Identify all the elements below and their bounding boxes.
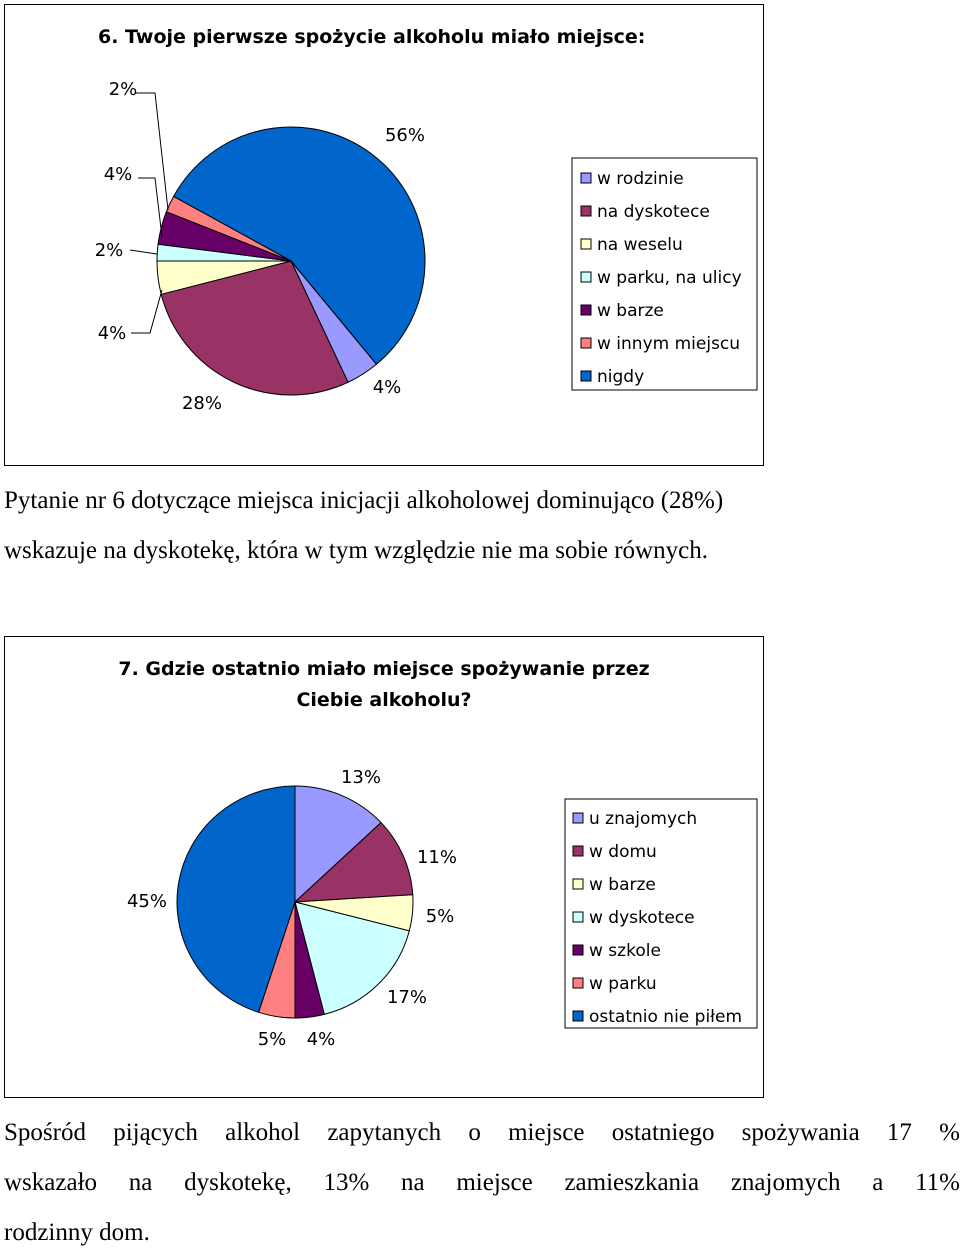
legend-label-w-dyskotece: w dyskotece [589, 908, 695, 928]
legend-label-w-parku-na-ulicy: w parku, na ulicy [597, 268, 742, 288]
data-label-nigdy: 56% [384, 125, 426, 146]
legend-swatch-w-barze [581, 305, 591, 315]
chart-1 [5, 5, 763, 465]
leader-line [130, 250, 157, 254]
legend-swatch-w-szkole [573, 945, 583, 955]
legend-label-w-barze: w barze [589, 875, 656, 895]
legend-swatch-w-domu [573, 846, 583, 856]
paragraph-2 [4, 1108, 960, 1258]
data-label-w-rodzinie: 4% [372, 377, 402, 398]
paragraph-2-line-1: Spośród pijących alkohol zapytanych o miejsce ostatniego spożywania 17 % [4, 1119, 960, 1146]
chart-2-legend [565, 799, 757, 1028]
data-label-w-parku: 5% [257, 1029, 287, 1050]
legend-swatch-nigdy [581, 371, 591, 381]
data-label-ostatnio-nie-pilem: 45% [126, 891, 168, 912]
data-label-na-dyskotece: 28% [181, 393, 223, 414]
chart-1-legend [572, 158, 757, 390]
chart-1-title: 6. Twoje pierwsze spożycie alkoholu miało miejsce: [98, 26, 646, 48]
chart-2-title-line-1: 7. Gdzie ostatnio miało miejsce spożywanie przez [118, 658, 650, 680]
chart-1-pie [157, 127, 425, 395]
legend-swatch-w-rodzinie [581, 173, 591, 183]
legend-label-u-znajomych: u znajomych [589, 809, 698, 829]
data-label-w-domu: 11% [416, 847, 458, 868]
legend-swatch-na-dyskotece [581, 206, 591, 216]
paragraph-2-line-2: wskazało na dyskotekę, 13% na miejsce zamieszkania znajomych a 11% [4, 1169, 960, 1196]
data-label-w-dyskotece: 17% [386, 987, 428, 1008]
data-label-w-szkole: 4% [306, 1029, 336, 1050]
legend-swatch-w-barze [573, 879, 583, 889]
chart-1-frame [4, 4, 764, 466]
data-label-u-znajomych: 13% [340, 767, 382, 788]
legend-label-w-innym-miejscu: w innym miejscu [597, 334, 741, 354]
legend-label-ostatnio-nie-pilem: ostatnio nie piłem [589, 1007, 743, 1027]
legend-swatch-w-innym-miejscu [581, 338, 591, 348]
paragraph-2-line-3: rodzinny dom. [4, 1219, 150, 1246]
data-label-w-barze: 4% [103, 164, 133, 185]
chart-2 [5, 637, 763, 1097]
legend-swatch-u-znajomych [573, 813, 583, 823]
data-label-w-barze: 5% [425, 906, 455, 927]
legend-label-w-parku: w parku [589, 974, 657, 994]
data-label-w-parku-na-ulicy: 2% [94, 240, 124, 261]
data-label-w-innym-miejscu: 2% [108, 79, 138, 100]
legend-label-na-weselu: na weselu [597, 235, 683, 255]
chart-2-frame [4, 636, 764, 1098]
leader-line [135, 93, 168, 210]
paragraph-1 [4, 476, 960, 576]
legend-swatch-ostatnio-nie-pilem [573, 1011, 583, 1021]
legend-label-w-domu: w domu [589, 842, 657, 862]
legend-label-nigdy: nigdy [597, 367, 645, 387]
legend-swatch-w-parku [573, 978, 583, 988]
leader-line [131, 290, 162, 333]
legend-label-na-dyskotece: na dyskotece [597, 202, 710, 222]
legend-swatch-w-dyskotece [573, 912, 583, 922]
legend-swatch-na-weselu [581, 239, 591, 249]
legend-label-w-szkole: w szkole [589, 941, 661, 961]
paragraph-1-line-2: wskazuje na dyskotekę, która w tym względzie nie ma sobie równych. [4, 537, 708, 564]
legend-label-w-rodzinie: w rodzinie [597, 169, 684, 189]
chart-2-title-line-2: Ciebie alkoholu? [296, 689, 472, 711]
data-label-na-weselu: 4% [97, 323, 127, 344]
legend-label-w-barze: w barze [597, 301, 664, 321]
paragraph-1-line-1: Pytanie nr 6 dotyczące miejsca inicjacji alkoholowej dominująco (28%) [4, 487, 724, 514]
leader-line [138, 178, 162, 237]
chart-2-pie [177, 786, 413, 1018]
legend-swatch-w-parku-na-ulicy [581, 272, 591, 282]
